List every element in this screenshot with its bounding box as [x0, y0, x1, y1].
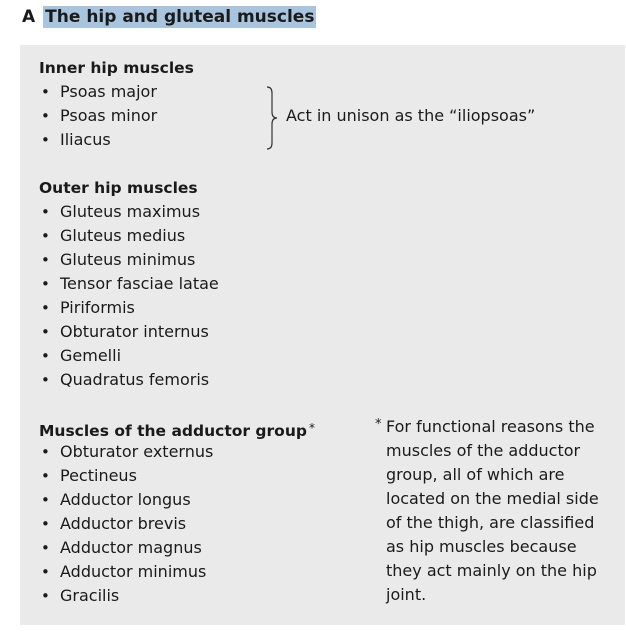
bullet-icon: • [41, 227, 50, 245]
muscle-list [39, 440, 315, 608]
bullet-icon: • [41, 371, 50, 389]
list-item [39, 536, 315, 560]
muscle-list [39, 80, 194, 152]
list-item-label: Psoas minor [60, 106, 158, 125]
list-item [39, 200, 219, 224]
footnote-marker: * [308, 421, 315, 435]
footnote-text: For functional reasons the muscles of the adductor group, all of which are located on the medial side of the thigh, are classified as hip muscles because they act mainly on the hip joint. [386, 417, 599, 604]
group-heading: Outer hip muscles [39, 179, 198, 197]
list-item [39, 368, 219, 392]
list-item-label: Piriformis [60, 298, 135, 317]
bullet-icon: • [41, 299, 50, 317]
list-item-label: Psoas major [60, 82, 157, 101]
curly-brace-icon [265, 85, 279, 151]
list-item [39, 344, 219, 368]
bullet-icon: • [41, 467, 50, 485]
figure-header [22, 5, 316, 29]
list-item [39, 248, 219, 272]
group-heading-label: Muscles of the adductor group [39, 422, 307, 440]
list-item-label: Gluteus maximus [60, 202, 201, 221]
group-heading: Inner hip muscles [39, 59, 194, 77]
list-item-label: Gracilis [60, 586, 120, 605]
list-item [39, 560, 315, 584]
list-item-label: Adductor minimus [60, 562, 207, 581]
list-item-label: Adductor longus [60, 490, 191, 509]
list-item-label: Tensor fasciae latae [60, 274, 219, 293]
list-item-label: Quadratus femoris [60, 370, 210, 389]
list-item-label: Adductor brevis [60, 514, 187, 533]
bullet-icon: • [41, 347, 50, 365]
bullet-icon: • [41, 107, 50, 125]
list-item-label: Gluteus minimus [60, 250, 196, 269]
list-item [39, 320, 219, 344]
list-item [39, 224, 219, 248]
list-item-label: Iliacus [60, 130, 111, 149]
bullet-icon: • [41, 131, 50, 149]
bullet-icon: • [41, 83, 50, 101]
list-item [39, 104, 194, 128]
bullet-icon: • [41, 539, 50, 557]
inner-hip-muscles-group [39, 56, 194, 152]
adductor-group [39, 416, 315, 608]
list-item-label: Obturator externus [60, 442, 214, 461]
bullet-icon: • [41, 443, 50, 461]
iliopsoas-note: Act in unison as the “iliopsoas” [286, 106, 536, 125]
list-item [39, 272, 219, 296]
list-item [39, 80, 194, 104]
list-item [39, 464, 315, 488]
content-panel [20, 45, 625, 625]
list-item [39, 296, 219, 320]
list-item-label: Obturator internus [60, 322, 209, 341]
bullet-icon: • [41, 491, 50, 509]
list-item [39, 440, 315, 464]
list-item-label: Gluteus medius [60, 226, 186, 245]
bullet-icon: • [41, 251, 50, 269]
list-item-label: Adductor magnus [60, 538, 202, 557]
list-item [39, 584, 315, 608]
bullet-icon: • [41, 203, 50, 221]
footnote-star: * [375, 417, 382, 432]
list-item [39, 488, 315, 512]
bullet-icon: • [41, 275, 50, 293]
list-item [39, 512, 315, 536]
list-item-label: Pectineus [60, 466, 137, 485]
list-item [39, 128, 194, 152]
bullet-icon: • [41, 323, 50, 341]
bullet-icon: • [41, 515, 50, 533]
outer-hip-muscles-group [39, 176, 219, 392]
bullet-icon: • [41, 563, 50, 581]
adductor-footnote [375, 415, 615, 607]
figure-letter: A [22, 7, 36, 27]
bullet-icon: • [41, 587, 50, 605]
group-heading [39, 416, 315, 440]
list-item-label: Gemelli [60, 346, 122, 365]
figure-title: The hip and gluteal muscles [45, 7, 315, 27]
muscle-list [39, 200, 219, 392]
